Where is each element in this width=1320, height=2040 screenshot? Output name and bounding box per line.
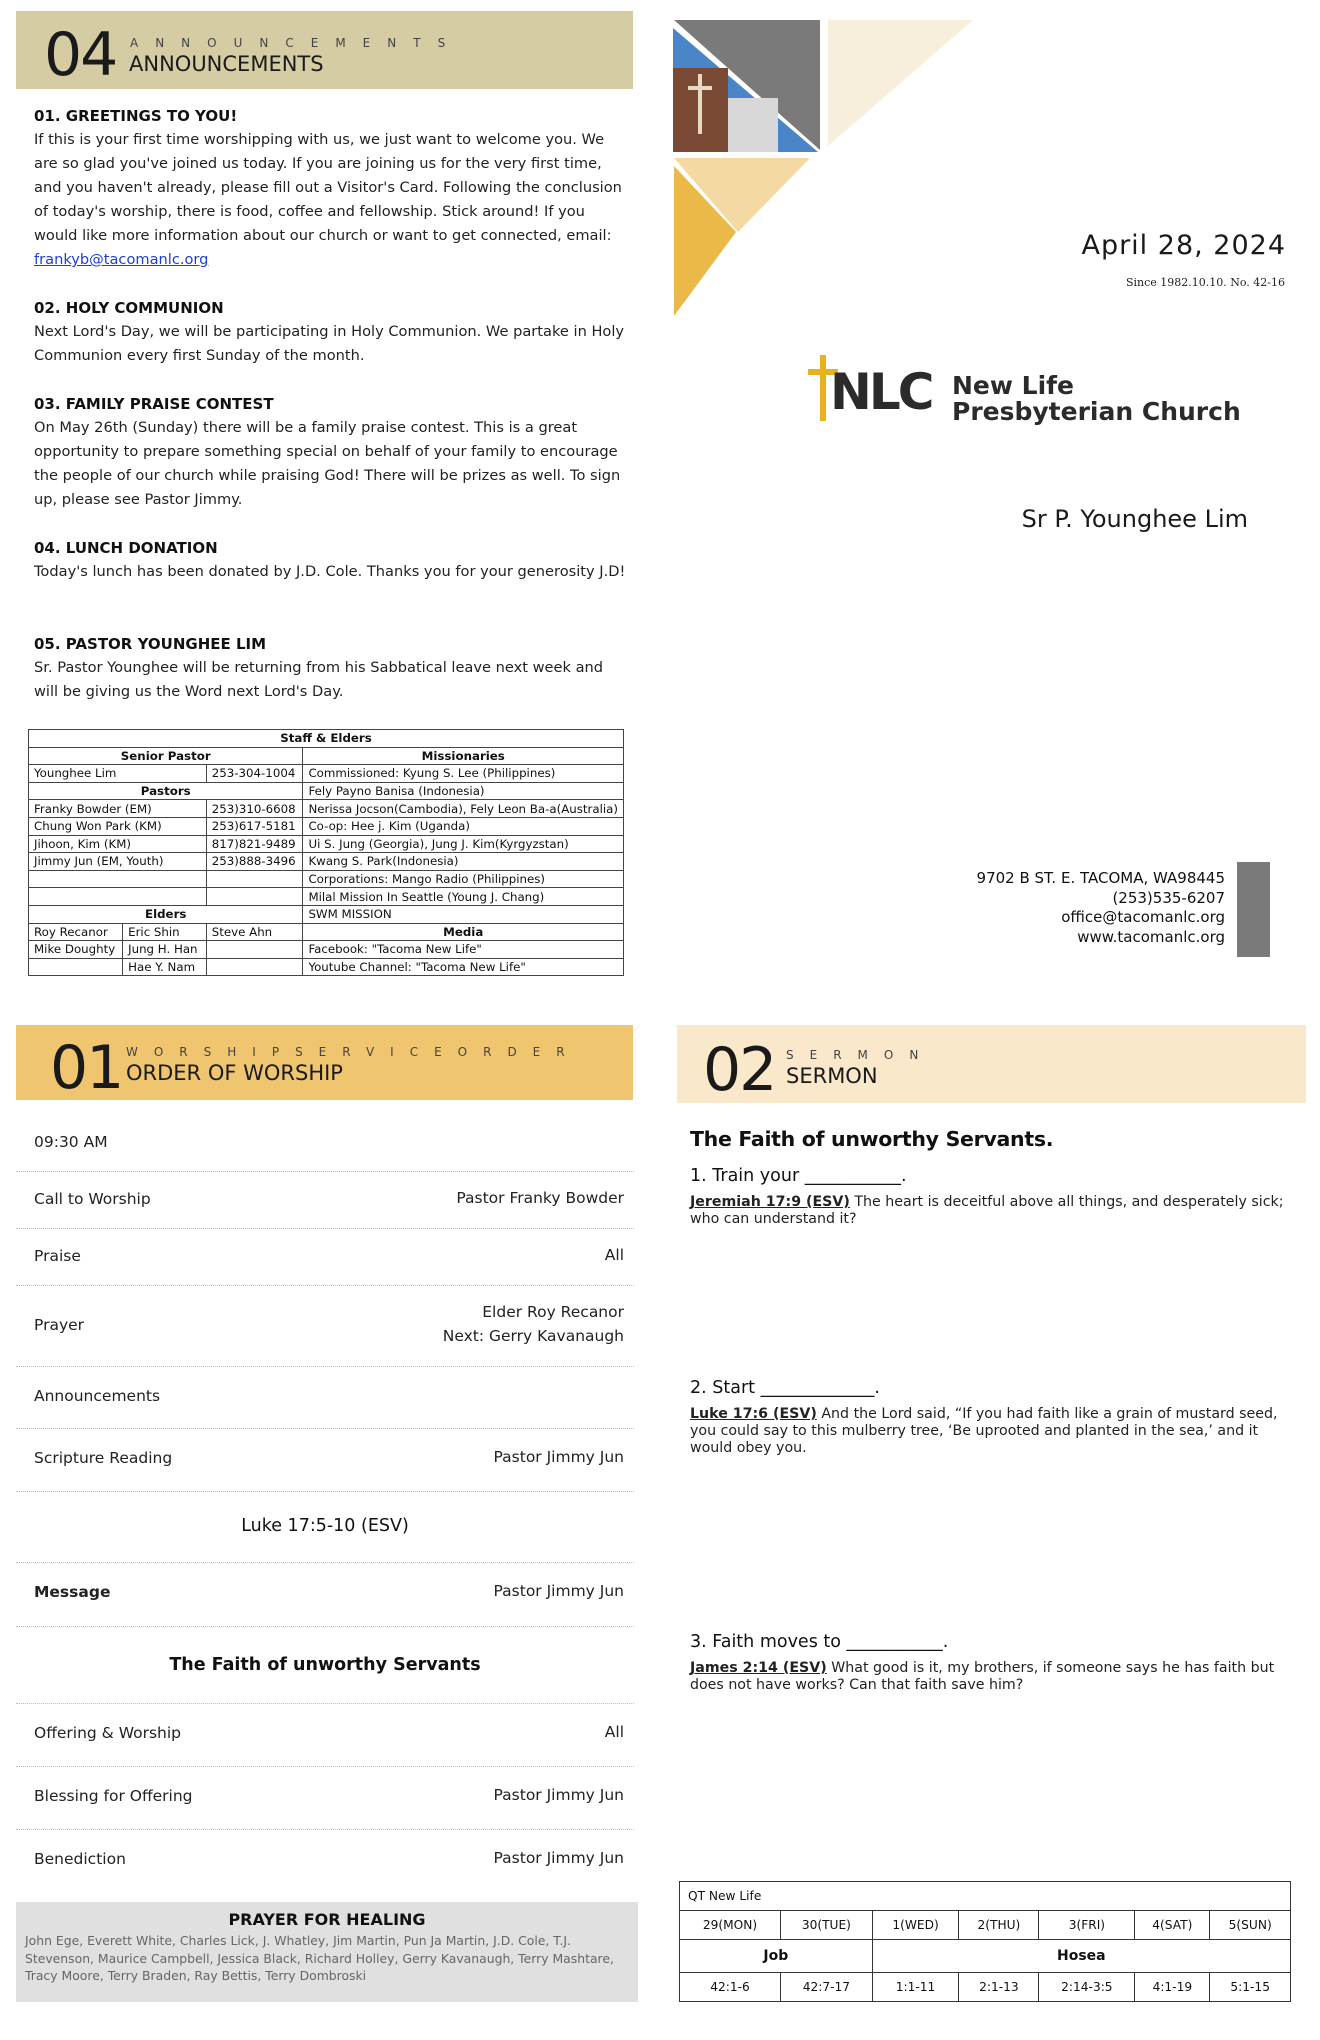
announcements-header	[16, 11, 633, 89]
cover-graphic	[668, 18, 988, 320]
missionary-cell: Corporations: Mango Radio (Philippines)	[303, 870, 624, 888]
qt-day: 4(SAT)	[1135, 1911, 1210, 1940]
section-kicker: WORSHIPSERVICEORDER	[126, 1045, 581, 1059]
worship-item-leader: Pastor Jimmy Jun	[493, 1786, 624, 1804]
cross-icon	[698, 74, 702, 134]
healing-title: PRAYER FOR HEALING	[228, 1910, 426, 1929]
sermon-verse	[690, 1194, 1286, 1228]
qt-day: 1(WED)	[872, 1911, 959, 1940]
media-cell: Youtube Channel: "Tacoma New Life"	[303, 958, 624, 976]
section-number: 04	[44, 20, 117, 90]
elder-cell: Hae Y. Nam	[123, 958, 207, 976]
pastor-phone: 253)310-6608	[206, 800, 303, 818]
elder-cell: Steve Ahn	[206, 923, 303, 941]
qt-ref: 5:1-15	[1210, 1973, 1291, 2002]
qt-day: 30(TUE)	[781, 1911, 873, 1940]
elder-cell: Roy Recanor	[29, 923, 123, 941]
pastor-name: Jimmy Jun (EM, Youth)	[29, 853, 207, 871]
missionary-cell: SWM MISSION	[303, 905, 624, 923]
qt-ref: 42:1-6	[680, 1973, 781, 2002]
worship-item-leader: Pastor Jimmy Jun	[493, 1582, 624, 1600]
worship-item-leader: All	[604, 1723, 624, 1741]
qt-reading-table	[679, 1881, 1291, 2002]
cross-icon-bar	[688, 86, 712, 90]
sermon-verse	[690, 1406, 1286, 1457]
announcement-heading: 04. LUNCH DONATION	[34, 539, 218, 557]
pastor-name: Chung Won Park (KM)	[29, 817, 207, 835]
missionary-cell: Commissioned: Kyung S. Lee (Philippines)	[303, 765, 624, 783]
qt-ref: 2:1-13	[959, 1973, 1039, 2002]
qt-ref: 1:1-11	[872, 1973, 959, 2002]
worship-item	[16, 1563, 634, 1627]
logo-line2: Presbyterian Church	[952, 397, 1241, 426]
address-line: 9702 B ST. E. TACOMA, WA98445	[976, 869, 1225, 887]
announcement-heading: 02. HOLY COMMUNION	[34, 299, 224, 317]
missionary-cell: Co-op: Hee j. Kim (Uganda)	[303, 817, 624, 835]
announcement-text: Today's lunch has been donated by J.D. Cole. Thanks you for your generosity J.D!	[34, 563, 626, 580]
pastor-name: Jihoon, Kim (KM)	[29, 835, 207, 853]
verse-reference: James 2:14 (ESV)	[690, 1660, 827, 1676]
sermon-header	[677, 1025, 1306, 1103]
elder-cell	[206, 958, 303, 976]
church-address	[977, 869, 1225, 947]
worship-item-leader: All	[604, 1246, 624, 1264]
worship-item	[16, 1286, 634, 1367]
announcement-item	[34, 104, 626, 272]
senior-pastor-phone: 253-304-1004	[206, 765, 303, 783]
website-line[interactable]: www.tacomanlc.org	[1077, 927, 1225, 946]
verse-text: And the Lord said, “If you had faith like a grain of mustard seed, you could say to this mulberry tree, ‘Be uprooted and planted in the sea,’ and it would obey you.	[690, 1406, 1278, 1456]
announcement-text: If this is your first time worshipping with us, we just want to welcome you. We are so glad you've joined us today. If you are joining us for the very first time, and you haven't already, please fill out a Visitor's Card. Following the conclusion of today's worship, there is food, coffee and fellowship. Stick around! If you would like more information about our church or want to get connected, email:	[34, 131, 622, 244]
missionary-cell: Kwang S. Park(Indonesia)	[303, 853, 624, 871]
logo-line1: New Life	[952, 371, 1075, 400]
missionary-cell: Nerissa Jocson(Cambodia), Fely Leon Ba-a(Australia)	[303, 800, 624, 818]
email-link[interactable]: frankyb@tacomanlc.org	[34, 251, 209, 268]
section-kicker: SERMON	[786, 1048, 935, 1062]
section-title: SERMON	[786, 1064, 878, 1088]
pastor-phone: 253)617-5181	[206, 817, 303, 835]
worship-item-label: Benediction	[34, 1850, 126, 1868]
elder-cell: Eric Shin	[123, 923, 207, 941]
announcement-item	[34, 392, 626, 512]
announcement-heading: 05. PASTOR YOUNGHEE LIM	[34, 635, 267, 653]
qt-book: Hosea	[872, 1940, 1290, 1973]
sermon-point-2: 2. Start _____________.	[690, 1378, 880, 1398]
verse-reference: Jeremiah 17:9 (ESV)	[690, 1194, 850, 1210]
senior-pastor-heading: Senior Pastor	[29, 747, 303, 765]
qt-day: 3(FRI)	[1039, 1911, 1135, 1940]
section-number: 01	[50, 1033, 123, 1103]
announcement-heading: 03. FAMILY PRAISE CONTEST	[34, 395, 274, 413]
announcement-item	[34, 632, 626, 704]
worship-item-label: Prayer	[34, 1316, 85, 1334]
worship-item-leader: Pastor Jimmy Jun	[493, 1448, 624, 1466]
phone-line: (253)535-6207	[1112, 888, 1225, 907]
qt-day: 5(SUN)	[1210, 1911, 1291, 1940]
worship-item	[16, 1367, 634, 1429]
email-line[interactable]: office@tacomanlc.org	[1061, 908, 1225, 926]
qt-title: QT New Life	[680, 1882, 1291, 1911]
service-time: 09:30 AM	[34, 1133, 108, 1151]
section-number: 02	[703, 1035, 776, 1105]
worship-item-label: Blessing for Offering	[34, 1787, 193, 1805]
worship-item-label: Scripture Reading	[34, 1449, 173, 1467]
worship-item	[16, 1830, 634, 1892]
bulletin-date: April 28, 2024	[1081, 230, 1286, 261]
missionary-cell: Milal Mission In Seattle (Young J. Chang)	[303, 888, 624, 906]
sermon-heading: The Faith of unworthy Servants.	[690, 1127, 1054, 1151]
announcement-item	[34, 536, 626, 584]
worship-item-label: Message	[34, 1583, 111, 1601]
healing-names: John Ege, Everett White, Charles Lick, J. Whatley, Jim Martin, Pun Ja Martin, J.D. Cole, T.J. Stevenson, Maurice Campbell, Jessica Black, Richard Holley, Gerry Kavanaugh, Terry Mashtare, Tracy Moore, Terry Braden, Ray Bettis, Terry Dombroski	[25, 1933, 614, 1983]
bulletin-since: Since 1982.10.10. No. 42-16	[1125, 276, 1285, 289]
announcement-item	[34, 296, 626, 368]
announcement-text: Next Lord's Day, we will be participating in Holy Communion. We partake in Holy Communion every first Sunday of the month.	[34, 323, 625, 364]
worship-header	[16, 1025, 633, 1103]
qt-ref: 2:14-3:5	[1039, 1973, 1135, 2002]
sermon-point-1: 1. Train your ___________.	[690, 1166, 907, 1186]
pastor-name: Franky Bowder (EM)	[29, 800, 207, 818]
qt-ref: 4:1-19	[1135, 1973, 1210, 2002]
worship-item-leader: Pastor Franky Bowder	[456, 1189, 624, 1207]
worship-item-leader: Pastor Jimmy Jun	[493, 1849, 624, 1867]
worship-item-leader	[443, 1300, 624, 1348]
worship-item	[16, 1767, 634, 1830]
staff-title: Staff & Elders	[29, 730, 624, 748]
verse-text: The heart is deceitful above all things, and desperately sick; who can understand it?	[690, 1194, 1284, 1227]
church-photo-wall	[728, 98, 778, 152]
service-time-row	[16, 1115, 634, 1172]
worship-item	[16, 1429, 634, 1492]
cover-shape-cream	[828, 20, 973, 146]
pastor-phone: 253)888-3496	[206, 853, 303, 871]
prayer-for-healing	[16, 1902, 638, 2002]
qt-book: Job	[680, 1940, 873, 1973]
address-accent-bar	[1237, 862, 1270, 957]
qt-day: 2(THU)	[959, 1911, 1039, 1940]
sermon-verse	[690, 1660, 1286, 1694]
pastor-phone: 817)821-9489	[206, 835, 303, 853]
qt-ref: 42:7-17	[781, 1973, 873, 2002]
verse-text: What good is it, my brothers, if someone says he has faith but does not have works? Can that faith save him?	[690, 1660, 1275, 1693]
media-heading: Media	[303, 923, 624, 941]
worship-item	[16, 1229, 634, 1286]
missionary-cell: Fely Payno Banisa (Indonesia)	[303, 782, 624, 800]
worship-item	[16, 1172, 634, 1229]
scripture-passage: Luke 17:5-10 (ESV)	[16, 1492, 634, 1563]
staff-table	[28, 729, 624, 976]
section-kicker: ANNOUNCEMENTS	[130, 36, 463, 50]
worship-item	[16, 1704, 634, 1767]
elders-heading: Elders	[29, 905, 303, 923]
pastors-heading: Pastors	[29, 782, 303, 800]
sermon-point-3: 3. Faith moves to ___________.	[690, 1632, 949, 1652]
elder-cell	[206, 941, 303, 959]
section-title: ANNOUNCEMENTS	[129, 52, 324, 76]
prayer-next: Next: Gerry Kavanaugh	[442, 1327, 624, 1345]
worship-item-label: Announcements	[34, 1387, 161, 1405]
worship-item-label: Praise	[34, 1247, 81, 1265]
qt-day: 29(MON)	[680, 1911, 781, 1940]
church-logo	[806, 355, 1252, 435]
announcement-heading: 01. GREETINGS TO YOU!	[34, 107, 238, 125]
worship-item-label: Call to Worship	[34, 1190, 151, 1208]
announcement-text: On May 26th (Sunday) there will be a family praise contest. This is a great opportunity to prepare something special on behalf of your family to encourage the people of our church while praising God! There will be prizes as well. To sign up, please see Pastor Jimmy.	[34, 419, 621, 508]
missionaries-heading: Missionaries	[303, 747, 624, 765]
senior-pastor-name: Younghee Lim	[29, 765, 207, 783]
missionary-cell: Ui S. Jung (Georgia), Jung J. Kim(Kyrgyzstan)	[303, 835, 624, 853]
section-title: ORDER OF WORSHIP	[126, 1061, 343, 1085]
senior-pastor-cover: Sr P. Younghee Lim	[1021, 505, 1248, 533]
announcement-text: Sr. Pastor Younghee will be returning from his Sabbatical leave next week and will be giving us the Word next Lord's Day.	[34, 659, 604, 700]
prayer-leader: Elder Roy Recanor	[482, 1303, 624, 1321]
elder-cell: Jung H. Han	[123, 941, 207, 959]
media-cell: Facebook: "Tacoma New Life"	[303, 941, 624, 959]
elder-cell	[29, 958, 123, 976]
logo-short: NLC	[830, 363, 932, 421]
elder-cell: Mike Doughty	[29, 941, 123, 959]
worship-item-label: Offering & Worship	[34, 1724, 182, 1742]
verse-reference: Luke 17:6 (ESV)	[690, 1406, 817, 1422]
sermon-title-center: The Faith of unworthy Servants	[16, 1627, 634, 1704]
